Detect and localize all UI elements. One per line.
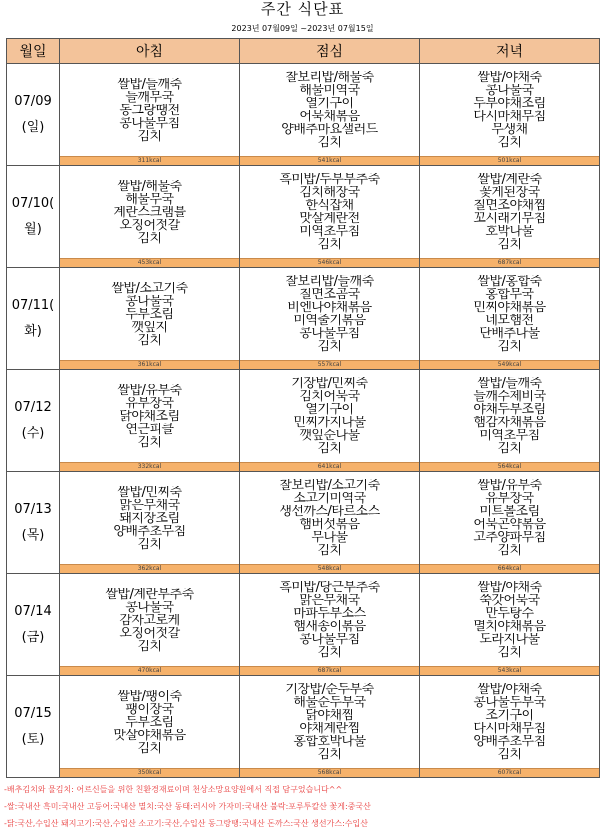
menu-item: 홍합무국 — [485, 288, 534, 301]
menu-item: 돼지장조림 — [119, 511, 180, 525]
menu-item: 콩나물국 — [125, 600, 174, 614]
date-label: 07/14 — [14, 603, 52, 619]
menu-item: 김치어묵국 — [299, 390, 360, 403]
menu-item: 열기구이 — [305, 403, 354, 416]
menu-item: 무나물 — [311, 531, 348, 544]
day-row — [7, 166, 600, 268]
menu-item: 햄버섯볶음 — [299, 518, 360, 531]
dinner-items — [420, 64, 599, 156]
menu-item: 어묵곤약볶음 — [473, 518, 546, 531]
menu-item: 들깨수제비국 — [473, 390, 546, 403]
dinner-items — [420, 574, 599, 666]
menu-item: 찰보리밥/해물죽 — [285, 71, 374, 84]
header-date: 월일 — [7, 39, 60, 64]
lunch-items — [240, 472, 419, 564]
menu-item: 김치 — [497, 442, 522, 455]
menu-item: 야채두부조림 — [473, 403, 546, 416]
menu-item: 김치 — [137, 129, 162, 143]
note-origin-1: -쌀:국내산 흑미:국내산 고등어:국내산 멸치:국산 동태:러시아 가자미:국내산 불락:포루투칼산 꽃게:중국산 — [4, 802, 371, 811]
menu-item: 미트볼조림 — [479, 505, 540, 518]
menu-item: 쌀밥/계란부추죽 — [105, 587, 194, 601]
date-cell — [7, 166, 60, 268]
menu-item: 쑥갓어묵국 — [479, 594, 540, 607]
kcal-bar: 607kcal — [420, 768, 599, 777]
day-row — [7, 268, 600, 370]
menu-item: 들깨무국 — [125, 90, 174, 104]
kcal-bar: 557kcal — [240, 360, 419, 369]
breakfast-items — [60, 64, 239, 156]
note-kimchi: -배추김치와 물김치: 어르신들을 위한 친환경재료이며 천상소망요양원에서 직접 담구었습니다^^ — [4, 785, 343, 794]
breakfast-cell — [60, 268, 240, 370]
lunch-cell — [240, 370, 420, 472]
date-range: 2023년 07월09일 ~2023년 07월15일 — [231, 24, 374, 33]
menu-item: 맑은무채국 — [299, 594, 360, 607]
date-label: 07/15 — [14, 705, 52, 721]
menu-item: 김치 — [137, 537, 162, 551]
note-origin-2: -닭:국산,수입산 돼지고기:국산,수입산 소고기:국산,수입산 동그랑땡:국내산 돈까스:국산 생선가스:수입산 — [4, 819, 368, 828]
menu-item: 김치 — [137, 333, 162, 347]
weekday-label: 월) — [24, 221, 42, 237]
menu-item: 김치해장국 — [299, 186, 360, 199]
day-row — [7, 676, 600, 778]
menu-item: 김치 — [137, 231, 162, 245]
breakfast-items — [60, 166, 239, 258]
menu-item: 마파두부소스 — [293, 607, 366, 620]
weekday-label: (목) — [21, 527, 45, 543]
page-title: 주간 식단표 — [260, 0, 345, 18]
weekday-label: (토) — [21, 731, 45, 747]
menu-item: 다시마채무침 — [473, 722, 546, 735]
menu-item: 두부조림 — [125, 715, 174, 729]
dinner-items — [420, 166, 599, 258]
menu-item: 김치 — [137, 741, 162, 755]
weekday-label: (수) — [21, 425, 45, 441]
menu-item: 양배추마요샐러드 — [281, 123, 378, 136]
menu-item: 쌀밥/홍합죽 — [477, 275, 542, 288]
weekday-label: (일) — [21, 119, 45, 135]
kcal-bar: 664kcal — [420, 564, 599, 573]
day-row — [7, 370, 600, 472]
breakfast-cell — [60, 370, 240, 472]
kcal-bar: 641kcal — [240, 462, 419, 471]
menu-item: 김치 — [137, 435, 162, 449]
menu-item: 양배추초무침 — [113, 524, 186, 538]
menu-item: 해물미역국 — [299, 84, 360, 97]
weekday-label: 화) — [24, 323, 42, 339]
header-dinner: 저녁 — [420, 39, 600, 64]
dinner-items — [420, 370, 599, 462]
kcal-bar: 543kcal — [420, 666, 599, 675]
menu-item: 미역초무침 — [479, 429, 540, 442]
menu-item: 감자고로케 — [119, 613, 180, 627]
date-cell — [7, 472, 60, 574]
day-row — [7, 64, 600, 166]
menu-item: 쌀밥/유부죽 — [117, 383, 182, 397]
kcal-bar: 453kcal — [60, 258, 239, 267]
kcal-bar: 568kcal — [240, 768, 419, 777]
menu-item: 쌀밥/유부죽 — [477, 479, 542, 492]
breakfast-cell — [60, 472, 240, 574]
menu-item: 오징어젓갈 — [119, 626, 180, 640]
menu-item: 김치 — [497, 544, 522, 557]
breakfast-cell — [60, 574, 240, 676]
menu-item: 어묵채볶음 — [299, 110, 360, 123]
dinner-cell — [420, 370, 600, 472]
menu-item: 김치 — [497, 646, 522, 659]
menu-item: 해물무국 — [125, 192, 174, 206]
lunch-cell — [240, 472, 420, 574]
lunch-cell — [240, 574, 420, 676]
menu-item: 쌀밥/팽이죽 — [117, 689, 182, 703]
weekday-label: (금) — [21, 629, 45, 645]
dinner-cell — [420, 268, 600, 370]
menu-item: 칠면조야채찜 — [473, 199, 546, 212]
menu-item: 꼬시래기무침 — [473, 212, 546, 225]
date-cell — [7, 574, 60, 676]
menu-item: 소고기미역국 — [293, 492, 366, 505]
lunch-items — [240, 676, 419, 768]
menu-item: 기장밥/순두부죽 — [285, 683, 374, 696]
menu-item: 콩나물무침 — [299, 633, 360, 646]
menu-item: 깻잎지 — [131, 320, 168, 334]
kcal-bar: 470kcal — [60, 666, 239, 675]
breakfast-items — [60, 370, 239, 462]
kcal-bar: 332kcal — [60, 462, 239, 471]
kcal-bar: 362kcal — [60, 564, 239, 573]
kcal-bar: 501kcal — [420, 156, 599, 165]
menu-item: 김치 — [497, 340, 522, 353]
menu-item: 민찌야채볶음 — [473, 301, 546, 314]
menu-item: 김치 — [317, 646, 342, 659]
kcal-bar: 361kcal — [60, 360, 239, 369]
menu-item: 콩나물무침 — [299, 327, 360, 340]
date-cell — [7, 268, 60, 370]
menu-item: 다시마채무침 — [473, 110, 546, 123]
menu-item: 콩나물두부국 — [473, 696, 546, 709]
menu-item: 햄감자채볶음 — [473, 416, 546, 429]
menu-item: 콩나물국 — [485, 84, 534, 97]
menu-item: 쌀밥/들깨죽 — [117, 77, 182, 91]
menu-item: 쌀밥/야채죽 — [477, 581, 542, 594]
menu-item: 꽃게된장국 — [479, 186, 540, 199]
kcal-bar: 687kcal — [240, 666, 419, 675]
kcal-bar: 546kcal — [240, 258, 419, 267]
menu-item: 유부장국 — [485, 492, 534, 505]
menu-item: 김치 — [317, 748, 342, 761]
lunch-items — [240, 370, 419, 462]
menu-item: 호박나물 — [485, 225, 534, 238]
lunch-cell — [240, 268, 420, 370]
menu-item: 무생채 — [491, 123, 528, 136]
breakfast-items — [60, 676, 239, 768]
menu-item: 김치 — [317, 340, 342, 353]
menu-item: 맑은무채국 — [119, 498, 180, 512]
menu-item: 미역초무침 — [299, 225, 360, 238]
menu-item: 콩나물무침 — [119, 116, 180, 130]
kcal-bar: 548kcal — [240, 564, 419, 573]
menu-item: 김치 — [497, 136, 522, 149]
kcal-bar: 687kcal — [420, 258, 599, 267]
menu-item: 두부야채조림 — [473, 97, 546, 110]
menu-item: 맛살야채볶음 — [113, 728, 186, 742]
menu-table — [6, 38, 600, 778]
menu-item: 연근피클 — [125, 422, 174, 436]
menu-item: 오징어젓갈 — [119, 218, 180, 232]
lunch-items — [240, 64, 419, 156]
menu-item: 김치 — [317, 238, 342, 251]
menu-item: 열기구이 — [305, 97, 354, 110]
date-label: 07/12 — [14, 399, 52, 415]
date-cell — [7, 64, 60, 166]
menu-item: 쌀밥/해물죽 — [117, 179, 182, 193]
date-label: 07/11( — [11, 297, 55, 313]
menu-item: 고추양파무침 — [473, 531, 546, 544]
menu-item: 단배추나물 — [479, 327, 540, 340]
menu-item: 김치 — [137, 639, 162, 653]
lunch-cell — [240, 676, 420, 778]
dinner-items — [420, 676, 599, 768]
menu-item: 흑미밥/당근부추죽 — [279, 581, 380, 594]
menu-item: 기장밥/민찌죽 — [291, 377, 368, 390]
menu-item: 쌀밥/소고기죽 — [111, 281, 188, 295]
dinner-cell — [420, 166, 600, 268]
menu-item: 찰보리밥/들깨죽 — [285, 275, 374, 288]
menu-item: 햄새송이볶음 — [293, 620, 366, 633]
kcal-bar: 549kcal — [420, 360, 599, 369]
kcal-bar: 350kcal — [60, 768, 239, 777]
header-lunch: 점심 — [240, 39, 420, 64]
lunch-items — [240, 268, 419, 360]
menu-item: 깻잎순나물 — [299, 429, 360, 442]
date-label: 07/10( — [11, 195, 55, 211]
menu-item: 양배추초무침 — [473, 735, 546, 748]
breakfast-items — [60, 574, 239, 666]
menu-item: 멸치야채볶음 — [473, 620, 546, 633]
date-cell — [7, 676, 60, 778]
menu-item: 만두탕수 — [485, 607, 534, 620]
breakfast-cell — [60, 64, 240, 166]
breakfast-items — [60, 472, 239, 564]
dinner-cell — [420, 472, 600, 574]
menu-item: 김치 — [497, 238, 522, 251]
day-row — [7, 574, 600, 676]
menu-item: 김치 — [317, 442, 342, 455]
breakfast-cell — [60, 676, 240, 778]
menu-item: 쌀밥/야채죽 — [477, 683, 542, 696]
menu-item: 김치 — [317, 544, 342, 557]
kcal-bar: 311kcal — [60, 156, 239, 165]
menu-item: 쌀밥/민찌죽 — [117, 485, 182, 499]
menu-item: 미역줄기볶음 — [293, 314, 366, 327]
menu-item: 맛살계란전 — [299, 212, 360, 225]
kcal-bar: 564kcal — [420, 462, 599, 471]
date-label: 07/13 — [14, 501, 52, 517]
lunch-cell — [240, 64, 420, 166]
menu-item: 두부조림 — [125, 307, 174, 321]
lunch-items — [240, 166, 419, 258]
menu-item: 김치 — [317, 136, 342, 149]
dinner-items — [420, 472, 599, 564]
breakfast-cell — [60, 166, 240, 268]
menu-item: 쌀밥/들깨죽 — [477, 377, 542, 390]
lunch-cell — [240, 166, 420, 268]
dinner-items — [420, 268, 599, 360]
menu-item: 쌀밥/야채죽 — [477, 71, 542, 84]
lunch-items — [240, 574, 419, 666]
day-row — [7, 472, 600, 574]
kcal-bar: 541kcal — [240, 156, 419, 165]
menu-item: 네모햄전 — [485, 314, 534, 327]
menu-item: 동그랑땡전 — [119, 103, 180, 117]
breakfast-items — [60, 268, 239, 360]
menu-item: 비엔나야채볶음 — [287, 301, 372, 314]
dinner-cell — [420, 574, 600, 676]
menu-item: 콩나물국 — [125, 294, 174, 308]
menu-item: 닭야채조림 — [119, 409, 180, 423]
dinner-cell — [420, 676, 600, 778]
date-label: 07/09 — [14, 93, 52, 109]
menu-item: 칠면조곰국 — [299, 288, 360, 301]
menu-item: 유부장국 — [125, 396, 174, 410]
menu-item: 야채계란찜 — [299, 722, 360, 735]
menu-item: 민찌가지나물 — [293, 416, 366, 429]
dinner-cell — [420, 64, 600, 166]
menu-item: 쌀밥/계란죽 — [477, 173, 542, 186]
header-breakfast: 아침 — [60, 39, 240, 64]
menu-item: 김치 — [497, 748, 522, 761]
date-cell — [7, 370, 60, 472]
header-row — [7, 39, 600, 64]
menu-item: 생선까스/타르소스 — [279, 505, 380, 518]
menu-item: 찰보리밥/소고기죽 — [279, 479, 380, 492]
menu-item: 한식잡채 — [305, 199, 354, 212]
menu-item: 계란스크램블 — [113, 205, 186, 219]
menu-item: 팽이장국 — [125, 702, 174, 716]
menu-item: 조기구이 — [485, 709, 534, 722]
menu-item: 홍합호박나물 — [293, 735, 366, 748]
menu-item: 해물순두부국 — [293, 696, 366, 709]
menu-item: 도라지나물 — [479, 633, 540, 646]
menu-item: 흑미밥/두부부추죽 — [279, 173, 380, 186]
menu-item: 닭야채찜 — [305, 709, 354, 722]
